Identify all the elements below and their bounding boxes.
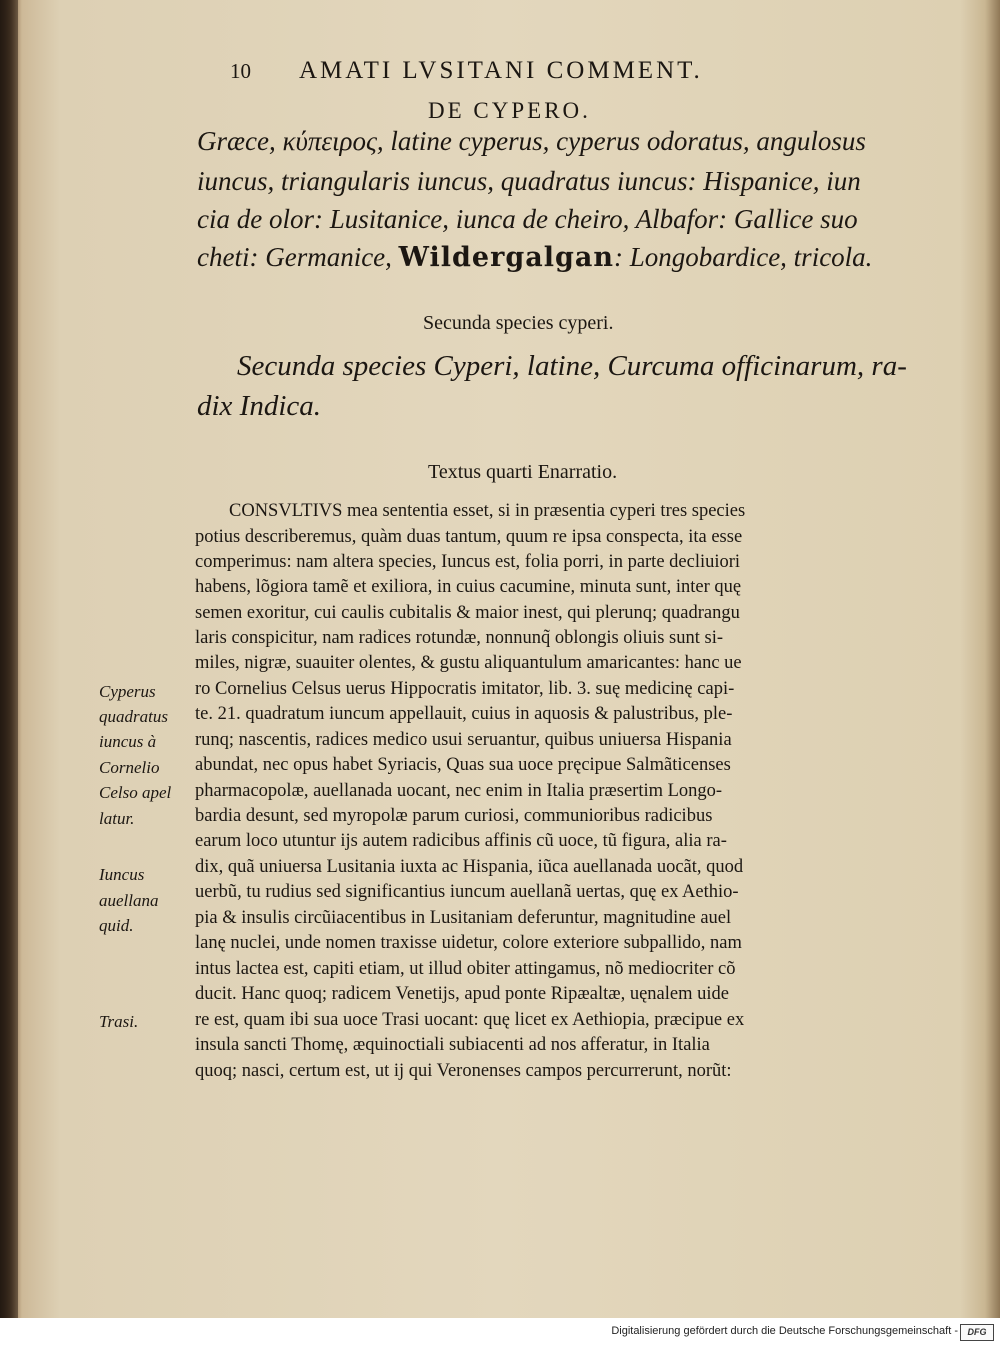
body-line-4: habens, lõgiora tamẽ et exiliora, in cuius cacumine, minuta sunt, inter quę	[195, 577, 742, 597]
margin-note-cyperus-2: quadratus	[99, 707, 168, 726]
synonyms-line-4-end: : Longobardice, tricola.	[613, 242, 873, 272]
footer-credit: Digitalisierung gefördert durch die Deutsche Forschungsgemeinschaft -	[611, 1325, 958, 1337]
body-line-1: CONSVLTIVS mea sententia esset, si in præsentia cyperi tres species	[229, 501, 746, 521]
margin-note-cyperus-6: latur.	[99, 809, 135, 828]
body-line-8: ro Cornelius Celsus uerus Hippocratis imitator, lib. 3. suę medicinę capi-	[195, 679, 735, 699]
margin-note-cyperus-4: Cornelio	[99, 758, 160, 777]
dfg-logo: DFG	[960, 1324, 994, 1341]
margin-note-iuncus-3: quid.	[99, 916, 134, 935]
body-line-12: pharmacopolæ, auellanada uocant, nec enim in Italia præsertim Longo-	[195, 781, 723, 801]
body-line-19: intus lactea est, capiti etiam, ut illud obiter attingamus, nõ mediocriter cõ	[195, 959, 736, 979]
page-number: 10	[230, 59, 251, 83]
running-title: AMATI LVSITANI COMMENT.	[299, 57, 703, 84]
body-line-9: te. 21. quadratum iuncum appellauit, cuius in aquosis & palustribus, ple-	[195, 704, 733, 724]
synonyms-line-2: iuncus, triangularis iuncus, quadratus iuncus: Hispanice, iun	[197, 166, 861, 196]
german-name-blackletter: Wildergalgan	[398, 242, 614, 273]
running-head	[230, 57, 703, 85]
synonyms-line-4-start: cheti: Germanice,	[197, 242, 392, 272]
body-line-22: insula sancti Thomę, æquinoctiali subiacenti ad nos afferatur, in Italia	[195, 1035, 710, 1055]
body-line-15: dix, quã uniuersa Lusitania iuxta ac Hispania, iũca auellanada uocãt, quod	[195, 857, 744, 877]
margin-note-iuncus-2: auellana	[99, 891, 159, 910]
body-line-11: abundat, nec opus habet Syriacis, Quas sua uoce pręcipue Salmãticenses	[195, 755, 731, 775]
margin-note-cyperus-3: iuncus à	[99, 732, 157, 751]
section-title: DE CYPERO.	[428, 98, 591, 123]
binding-shadow	[0, 0, 18, 1318]
body-line-13: bardia desunt, sed myropolæ parum curiosi, communioribus radicibus	[195, 806, 713, 826]
body-line-3: comperimus: nam altera species, Iuncus est, folia porri, in parte decliuiori	[195, 552, 741, 572]
body-line-17: pia & insulis circũiacentibus in Lusitaniam deferuntur, magnitudine auel	[195, 908, 732, 928]
margin-note-cyperus-5: Celso apel	[99, 783, 172, 802]
body-line-14: earum loco utuntur ijs autem radicibus affinis cũ uoce, tũ figura, alia ra-	[195, 831, 727, 851]
footer	[0, 1324, 1000, 1342]
body-line-2: potius describeremus, quàm duas tantum, quum re ipsa conspecta, ita esse	[195, 527, 743, 547]
second-species-line-1: Secunda species Cyperi, latine, Curcuma officinarum, ra-	[237, 350, 907, 382]
synonyms-line-3: cia de olor: Lusitanice, iunca de cheiro, Albafor: Gallice suo	[197, 204, 858, 234]
second-species-heading: Secunda species cyperi.	[423, 312, 614, 334]
second-species-line-2: dix Indica.	[197, 390, 322, 422]
synonyms-line-4	[197, 244, 872, 271]
body-line-21: re est, quam ibi sua uoce Trasi uocant: quę licet ex Aethiopia, præcipue ex	[195, 1010, 745, 1030]
synonyms-line-1: Græce, κύπειρος, latine cyperus, cyperus odoratus, angulosus	[197, 126, 866, 156]
margin-note-trasi: Trasi.	[99, 1012, 139, 1031]
body-line-5: semen exoritur, cui caulis cubitalis & maior inest, qui plerunq; quadrangu	[195, 603, 740, 623]
body-line-16: uerbũ, tu rudius sed significantius iuncum auellanã uertas, quę ex Aethio-	[195, 882, 739, 902]
body-line-20: ducit. Hanc quoq; radicem Venetijs, apud ponte Ripæaltæ, uęnalem uide	[195, 984, 729, 1004]
textus-heading: Textus quarti Enarratio.	[428, 461, 618, 483]
body-line-23: quoq; nasci, certum est, ut ij qui Veronenses campos percurrerunt, norũt:	[195, 1061, 732, 1081]
margin-note-cyperus-1: Cyperus	[99, 682, 156, 701]
body-line-10: runq; nascentis, radices medico usui seruantur, quibus uniuersa Hispania	[195, 730, 732, 750]
body-line-7: miles, nigræ, suauiter olentes, & gustu aliquantulum amaricantes: hanc ue	[195, 653, 742, 673]
body-line-6: laris conspicitur, nam radices rotundæ, nonnunq̃ oblongis oliuis sunt si-	[195, 628, 723, 648]
margin-note-iuncus-1: Iuncus	[99, 865, 145, 884]
body-line-18: lanę nuclei, unde nomen traxisse uidetur, colore exteriore subpallido, nam	[195, 933, 742, 953]
